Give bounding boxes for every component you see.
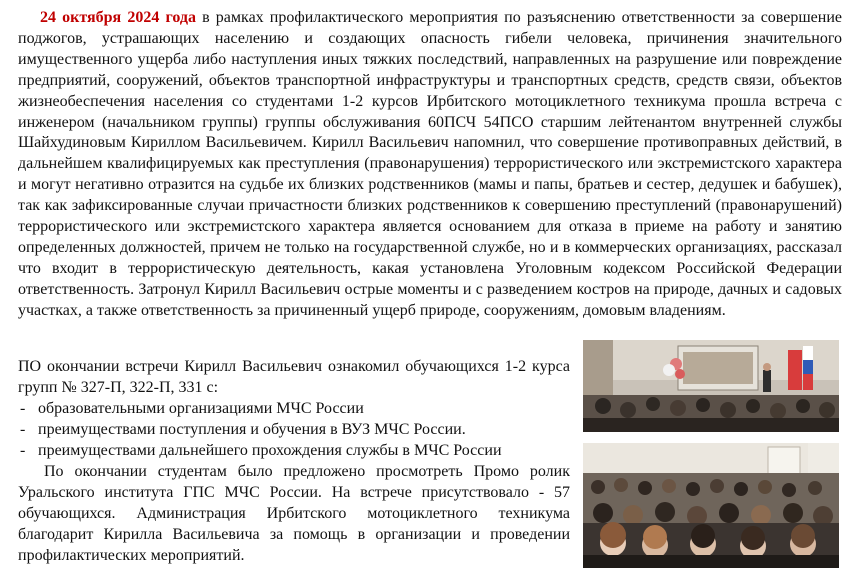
event-date: 24 октября 2024 года xyxy=(40,9,196,26)
meeting-photo-audience xyxy=(583,443,839,568)
list-item-text: преимуществами поступления и обучения в ВУЗ МЧС России. xyxy=(38,421,466,438)
closing-paragraph: По окончании студентам было предложено просмотреть Промо ролик Уральского института ГПС МЧС России. На встрече присутствовало - 57 обучающихся. Администрация Ирбитского мотоциклетного техникума благодарит Кирилла Васильевича за помощь в организации и проведении профилактических мероприятий. xyxy=(18,463,570,564)
bullet-dash: - xyxy=(20,442,26,459)
article-bottom xyxy=(18,356,570,566)
photo-audience-image xyxy=(583,443,839,568)
lead-paragraph xyxy=(18,8,842,322)
lead-text: в рамках профилактического мероприятия по разъяснению ответственности за совершение поджогов, устрашающих населению и создающих опасность гибели человека, причинения значительного имущественного ущерба либо наступления иных тяжких последствий, направленных на разрушение или повреждение предприятий, сооружений, объектов транспортной инфраструктуры и транспортных средств, средств связи, объектов жизнеобеспечения населения со студентами 1-2 курсов Ирбитского мотоциклетного техникума прошла встреча с инженером (начальником группы) группы обслуживания 60ПСЧ 54ПСО старшим лейтенантом внутренней службы Шайхудиновым Кириллом Васильевичем. Кирилл Васильевич напомнил, что совершение противоправных действий, в дальнейшем квалифицируемых как преступления (правонарушения) террористического или экстремистского характера и могут негативно отразится на судьбе их близких родственников (мамы и папы, братьев и сестер, дедушек и бабушек), так как зафиксированные случаи причастности близких родственников к совершению преступлений (правонарушений) террористического или экстремистского характера является основанием для отказа в приеме на работу и занятию определенных должностей, причем не только на государственной службе, но и в коммерческих организациях, рассказал что входит в террористическую деятельность, какая установлена Уголовным кодексом Российской Федерации ответственность. Затронул Кирилл Васильевич острые моменты и с разведением костров на природе, дачных и садовых участках, а также ответственность за причиненный ущерб природе, сооружениям, домовым владениям. xyxy=(18,9,842,319)
intro-paragraph: ПО окончании встречи Кирилл Васильевич ознакомил обучающихся 1-2 курса групп № 327-П, 322-П, 331 с: xyxy=(18,358,570,396)
list-item-text: преимуществами дальнейшего прохождения службы в МЧС России xyxy=(38,442,502,459)
list-item-text: образовательными организациями МЧС России xyxy=(38,400,364,417)
list-item xyxy=(18,398,570,419)
photo-presenter-image xyxy=(583,340,839,432)
bullet-dash: - xyxy=(20,421,26,438)
bullet-dash: - xyxy=(20,400,26,417)
list-item xyxy=(18,440,570,461)
benefits-list xyxy=(18,398,570,461)
list-item xyxy=(18,419,570,440)
article-lead xyxy=(18,8,842,322)
meeting-photo-presenter xyxy=(583,340,839,432)
